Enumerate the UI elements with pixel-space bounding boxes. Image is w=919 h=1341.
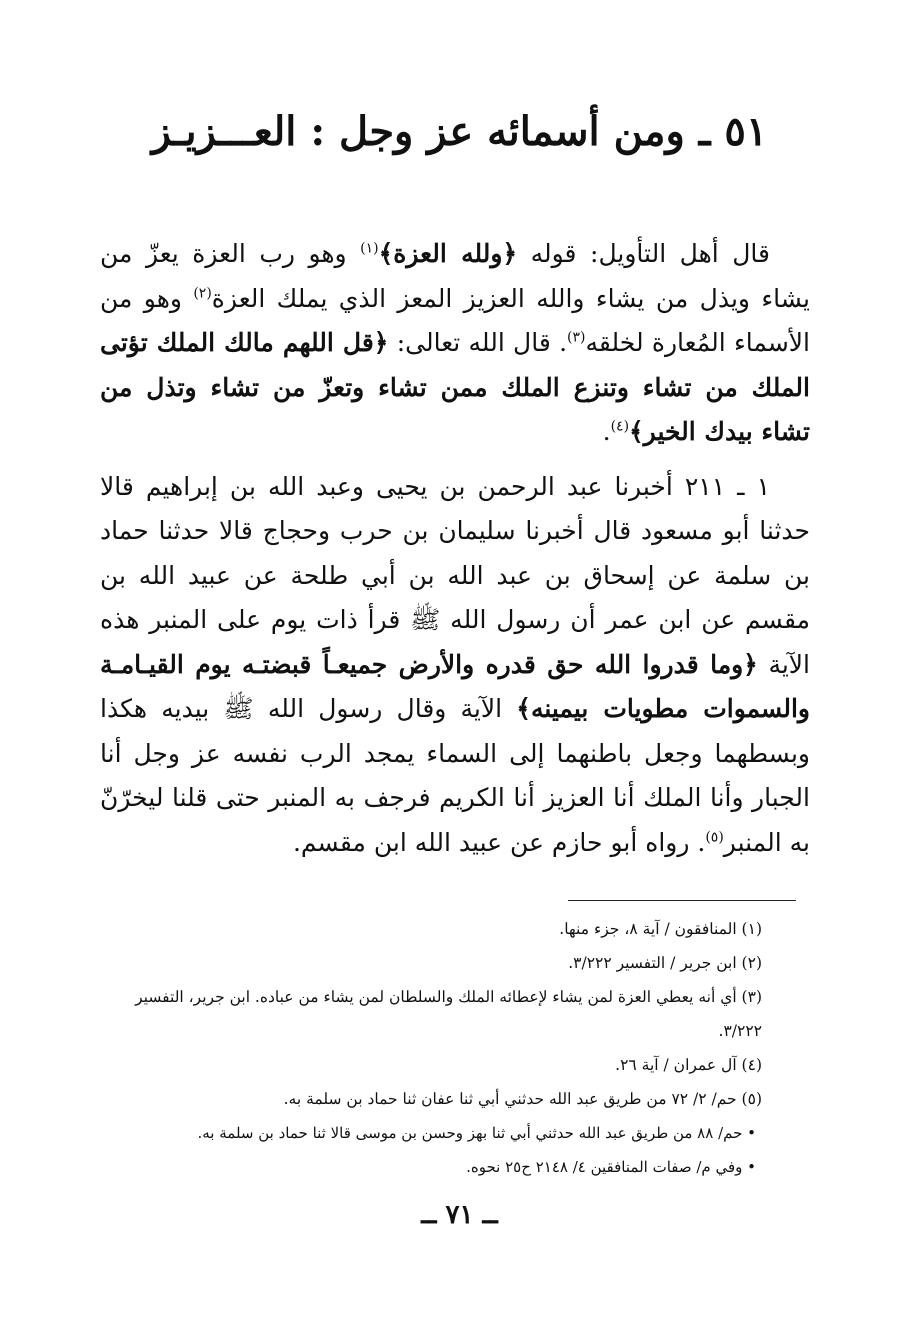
main-text [100,232,810,865]
paragraph-hadith [100,465,810,866]
paragraph-intro [100,232,810,455]
hadith-text-2: الآية وقال رسول الله ﷺ بيديه هكذا وبسطهما وجعل باطنهما إلى السماء يمجد الرب نفسه عز وجل أنا الجبار وأنا الملك أنا العزيز أنا الكريم فرجف به المنبر حتى قلنا ليخرّنّ به المنبر [100,694,810,857]
intro-text-4: . قال الله تعالى: [388,328,568,357]
footnote-5-note-2: • وفي م/ صفات المنافقين ٤/ ٢١٤٨ ح٢٥ نحوه. [466,1158,756,1176]
quran-verse-2: ﴿قل اللهم مالك الملك تؤتى الملك من تشاء وتنزع الملك ممن تشاء وتعزّ من تشاء وتذل من تشاء بيدك الخير﴾ [100,328,810,446]
intro-text-2: وهو رب العزة يعزّ من يشاء ويذل من يشاء والله العزيز المعز الذي يملك العزة [100,239,810,313]
quran-verse-1: ﴿ولله العزة﴾ [378,239,518,268]
footnote-ref-2: (٢) [193,285,212,302]
footnote-ref-4: (٤) [610,418,630,435]
footnote-ref-5: (٥) [705,829,724,846]
footnote-4: (٤) آل عمران / آية ٢٦. [615,1056,762,1074]
footnote-5-note-1: • حم/ ٨٨ من طريق عبد الله حدثني أبي ثنا بهز وحسن بن موسى قالا ثنا حماد بن سلمة به. [197,1124,756,1142]
quran-verse-3: ﴿وما قدروا الله حق قدره والأرض جميعـاً قبضتـه يوم القيـامـة والسموات مطويات بيمينه﴾ [100,649,810,723]
footnote-separator [568,900,796,901]
footnote-ref-3: (٣) [567,329,586,346]
footnote-2: (٢) ابن جرير / التفسير ٣/٢٢٢. [568,954,762,972]
page-number: ــ ٧١ ــ [421,1200,498,1230]
intro-text-1: قال أهل التأويل: قوله [517,239,770,268]
footnote-ref-1: (١) [360,240,379,257]
intro-text-5: . [602,417,611,446]
chapter-title: ٥١ ـ ومن أسمائه عز وجل : العـــزيـز [151,108,768,155]
footnotes [96,912,762,1184]
footnote-1: (١) المنافقون / آية ٨، جزء منها. [559,920,762,938]
footnote-3-continued: ٣/٢٢٢. [718,1022,762,1040]
intro-text-3: وهو من الأسماء المُعارة لخلقه [100,283,810,357]
hadith-text-1: ١ ـ ٢١١ أخبرنا عبد الرحمن بن يحيى وعبد الله بن إبراهيم قالا حدثنا أبو مسعود قال أخبرنا سليمان بن حرب وحجاج قالا حدثنا حماد بن سلمة عن إسحاق بن عبد الله بن أبي طلحة عن عبيد الله بن مقسم عن ابن عمر أن رسول الله ﷺ قرأ ذات يوم على المنبر هذه الآية [100,471,811,679]
hadith-text-3: . رواه أبو حازم عن عبيد الله ابن مقسم. [292,827,706,857]
footnote-3: (٣) أي أنه يعطي العزة لمن يشاء لإعطائه الملك والسلطان لمن يشاء من عباده. ابن جرير، التفسير [135,988,762,1006]
footnote-5: (٥) حم/ ٢/ ٧٢ من طريق عبد الله حدثني أبي ثنا عفان ثنا حماد بن سلمة به. [283,1090,762,1108]
